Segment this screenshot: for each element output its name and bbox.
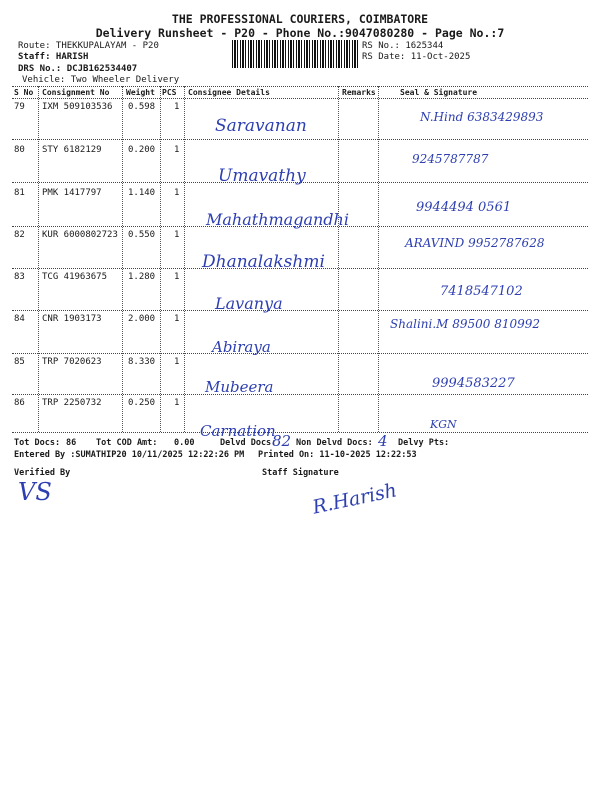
- row-consignment: TCG 41963675: [42, 272, 108, 282]
- row-weight: 0.550: [128, 230, 156, 240]
- header-pcs: PCS: [162, 88, 177, 97]
- row-consignee-handwritten: Lavanya: [215, 294, 283, 313]
- row-pcs: 1: [174, 102, 180, 112]
- company-title: THE PROFESSIONAL COURIERS, COIMBATORE: [171, 12, 429, 26]
- row-signature: ARAVIND 9952787628: [405, 236, 545, 250]
- row-signature: 9994583227: [432, 376, 515, 391]
- staff-signature-label: Staff Signature: [262, 468, 339, 478]
- row-consignment: KUR 6000802723: [42, 230, 118, 240]
- row-divider: [12, 182, 588, 183]
- row-weight: 2.000: [128, 314, 156, 324]
- row-weight: 1.140: [128, 188, 156, 198]
- row-pcs: 1: [174, 230, 180, 240]
- row-pcs: 1: [174, 357, 180, 367]
- row-sno: 84: [14, 314, 25, 324]
- row-pcs: 1: [174, 398, 180, 408]
- column-divider: [338, 86, 339, 432]
- header-remarks: Remarks: [342, 88, 376, 97]
- row-weight: 0.200: [128, 145, 156, 155]
- runsheet-subtitle: Delivery Runsheet - P20 - Phone No.:9047080280 - Page No.:7: [95, 26, 505, 40]
- header-sno: S No: [14, 88, 34, 97]
- row-signature: N.Hind 6383429893: [420, 110, 544, 124]
- header-consignment: Consignment No: [42, 88, 110, 97]
- row-weight: 1.280: [128, 272, 156, 282]
- row-consignment: TRP 7020623: [42, 357, 102, 367]
- header-weight: Weight: [126, 88, 155, 97]
- vehicle-label: Vehicle: Two Wheeler Delivery: [22, 75, 180, 85]
- row-divider: [12, 139, 588, 140]
- delvy-pts-label: Delvy Pts:: [398, 438, 450, 448]
- drs-number: DRS No.: DCJB162534407: [18, 64, 138, 74]
- row-signature: 7418547102: [440, 284, 523, 299]
- row-signature: 9245787787: [412, 152, 489, 166]
- column-divider: [184, 86, 185, 432]
- row-weight: 8.330: [128, 357, 156, 367]
- cod-value: 0.00: [174, 438, 195, 448]
- row-pcs: 1: [174, 272, 180, 282]
- row-consignee-handwritten: Abiraya: [212, 338, 271, 356]
- route-label: Route: THEKKUPALAYAM - P20: [18, 41, 159, 51]
- table-header-rule: [12, 98, 588, 99]
- row-consignment: PMK 1417797: [42, 188, 102, 198]
- row-divider: [12, 268, 588, 269]
- row-sno: 80: [14, 145, 25, 155]
- column-divider: [160, 86, 161, 432]
- row-divider: [12, 353, 588, 354]
- verified-signature: VS: [18, 478, 52, 506]
- header-consignee: Consignee Details: [188, 88, 270, 97]
- entered-by: Entered By :SUMATHIP20 10/11/2025 12:22:26 PM: [14, 450, 245, 460]
- row-consignment: IXM 509103536: [42, 102, 113, 112]
- row-sno: 85: [14, 357, 25, 367]
- printed-on: Printed On: 11-10-2025 12:22:53: [258, 450, 417, 460]
- row-consignee-handwritten: Saravanan: [215, 116, 307, 136]
- row-divider: [12, 310, 588, 311]
- non-delvd-docs-label: Non Delvd Docs:: [296, 438, 373, 448]
- staff-signature: R.Harish: [310, 479, 399, 519]
- column-divider: [38, 86, 39, 432]
- cod-label: Tot COD Amt:: [96, 438, 158, 448]
- row-consignment: STY 6182129: [42, 145, 102, 155]
- row-consignee-handwritten: Carnation: [200, 422, 276, 440]
- row-sno: 81: [14, 188, 25, 198]
- non-delvd-docs-value: 4: [378, 432, 388, 450]
- delvd-docs-label: Delvd Docs:: [220, 438, 277, 448]
- tot-docs-label: Tot Docs:: [14, 438, 61, 448]
- row-consignee-handwritten: Dhanalakshmi: [202, 252, 325, 272]
- row-consignment: TRP 2250732: [42, 398, 102, 408]
- row-signature: 9944494 0561: [416, 200, 512, 215]
- row-sno: 82: [14, 230, 25, 240]
- row-divider: [12, 226, 588, 227]
- column-divider: [122, 86, 123, 432]
- staff-label: Staff: HARISH: [18, 52, 89, 62]
- row-consignee-handwritten: Mahathmagandhi: [206, 210, 349, 229]
- header-seal-signature: Seal & Signature: [400, 88, 478, 97]
- column-divider: [378, 86, 379, 432]
- row-consignee-handwritten: Mubeera: [205, 378, 274, 396]
- rs-number: RS No.: 1625344: [362, 41, 444, 51]
- row-consignment: CNR 1903173: [42, 314, 102, 324]
- row-sno: 79: [14, 102, 25, 112]
- row-pcs: 1: [174, 314, 180, 324]
- delvd-docs-value: 82: [272, 432, 292, 450]
- rs-date: RS Date: 11-Oct-2025: [362, 52, 471, 62]
- row-sno: 86: [14, 398, 25, 408]
- row-sno: 83: [14, 272, 25, 282]
- row-divider: [12, 394, 588, 395]
- row-pcs: 1: [174, 145, 180, 155]
- row-consignee-handwritten: Umavathy: [218, 166, 306, 186]
- tot-docs-value: 86: [66, 438, 77, 448]
- row-signature: KGN: [430, 418, 457, 431]
- row-signature: Shalini.M 89500 810992: [390, 317, 541, 331]
- verified-by-label: Verified By: [14, 468, 71, 478]
- row-pcs: 1: [174, 188, 180, 198]
- table-bottom-rule: [12, 432, 588, 433]
- barcode: [232, 40, 358, 68]
- table-top-rule: [12, 86, 588, 87]
- row-weight: 0.250: [128, 398, 156, 408]
- row-weight: 0.598: [128, 102, 156, 112]
